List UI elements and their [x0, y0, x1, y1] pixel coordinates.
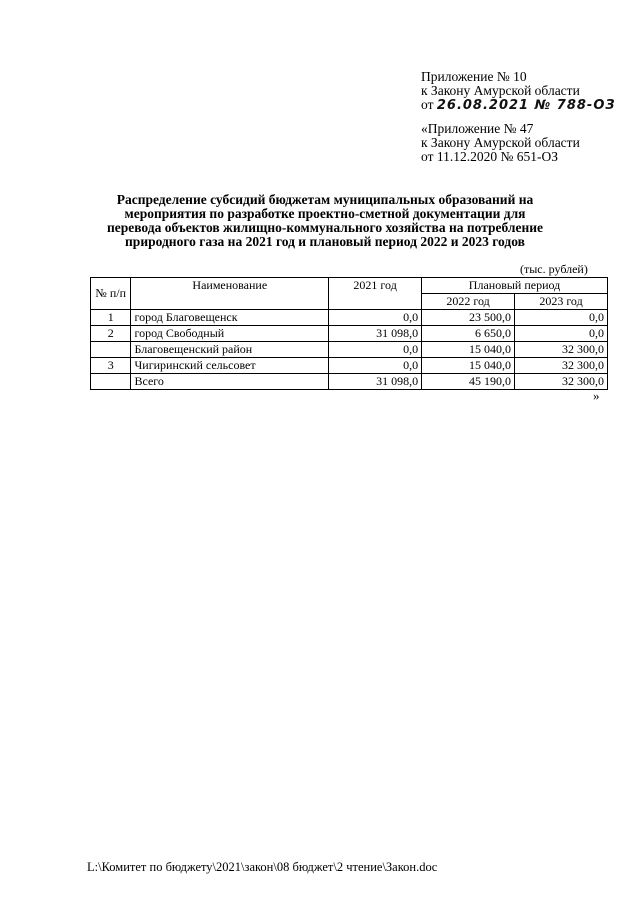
row-name: Благовещенский район [131, 342, 329, 358]
row-name: Всего [131, 374, 329, 390]
title-line-3: перевода объектов жилищно-коммунального хозяйства на потребление [106, 220, 544, 235]
row-2023: 32 300,0 [515, 358, 608, 374]
header-planned: Плановый период [422, 278, 608, 294]
closing-quote: » [593, 388, 600, 403]
row-2021: 31 098,0 [329, 374, 422, 390]
previous-appendix-number: «Приложение № 47 [421, 121, 534, 136]
header-num: № п/п [91, 278, 131, 310]
document-title [95, 193, 555, 249]
header-2022: 2022 год [422, 294, 515, 310]
previous-appendix-block [421, 122, 580, 164]
header-2023: 2023 год [515, 294, 608, 310]
header-2021: 2021 год [329, 278, 422, 310]
row-2021: 31 098,0 [329, 326, 422, 342]
row-name: город Свободный [131, 326, 329, 342]
row-num: 1 [91, 310, 131, 326]
row-num: 2 [91, 326, 131, 342]
previous-appendix-law: к Закону Амурской области [421, 135, 580, 150]
table-total-row [91, 374, 608, 390]
file-path-footer: L:\Комитет по бюджету\2021\закон\08 бюджет\2 чтение\Закон.doc [87, 860, 438, 874]
table-row [91, 342, 608, 358]
row-2023: 32 300,0 [515, 374, 608, 390]
previous-appendix-date: от 11.12.2020 № 651-ОЗ [421, 149, 558, 164]
table-row [91, 326, 608, 342]
row-2023: 0,0 [515, 310, 608, 326]
row-name: город Благовещенск [131, 310, 329, 326]
appendix-number: Приложение № 10 [421, 69, 527, 84]
row-2023: 32 300,0 [515, 342, 608, 358]
row-num [91, 342, 131, 358]
row-2022: 23 500,0 [422, 310, 515, 326]
row-2022: 15 040,0 [422, 342, 515, 358]
row-2021: 0,0 [329, 310, 422, 326]
handwritten-date: 26.08.2021 № 788-ОЗ [436, 98, 616, 113]
table-row [91, 358, 608, 374]
row-num: 3 [91, 358, 131, 374]
row-2022: 6 650,0 [422, 326, 515, 342]
row-num [91, 374, 131, 390]
appendix-block [421, 70, 616, 113]
header-name: Наименование [131, 278, 329, 310]
unit-label: (тыс. рублей) [520, 262, 588, 276]
appendix-date-line [421, 98, 616, 113]
appendix-date-prefix: от [421, 97, 434, 112]
subsidy-table [90, 277, 608, 390]
row-2021: 0,0 [329, 358, 422, 374]
appendix-law: к Закону Амурской области [421, 83, 580, 98]
title-line-4: природного газа на 2021 год и плановый период 2022 и 2023 годов [125, 234, 525, 249]
row-2022: 15 040,0 [422, 358, 515, 374]
row-2023: 0,0 [515, 326, 608, 342]
title-line-1: Распределение субсидий бюджетам муниципальных образований на [116, 192, 534, 207]
row-2021: 0,0 [329, 342, 422, 358]
row-2022: 45 190,0 [422, 374, 515, 390]
title-line-2: мероприятия по разработке проектно-сметной документации для [124, 206, 526, 221]
table-row [91, 310, 608, 326]
row-name: Чигиринский сельсовет [131, 358, 329, 374]
